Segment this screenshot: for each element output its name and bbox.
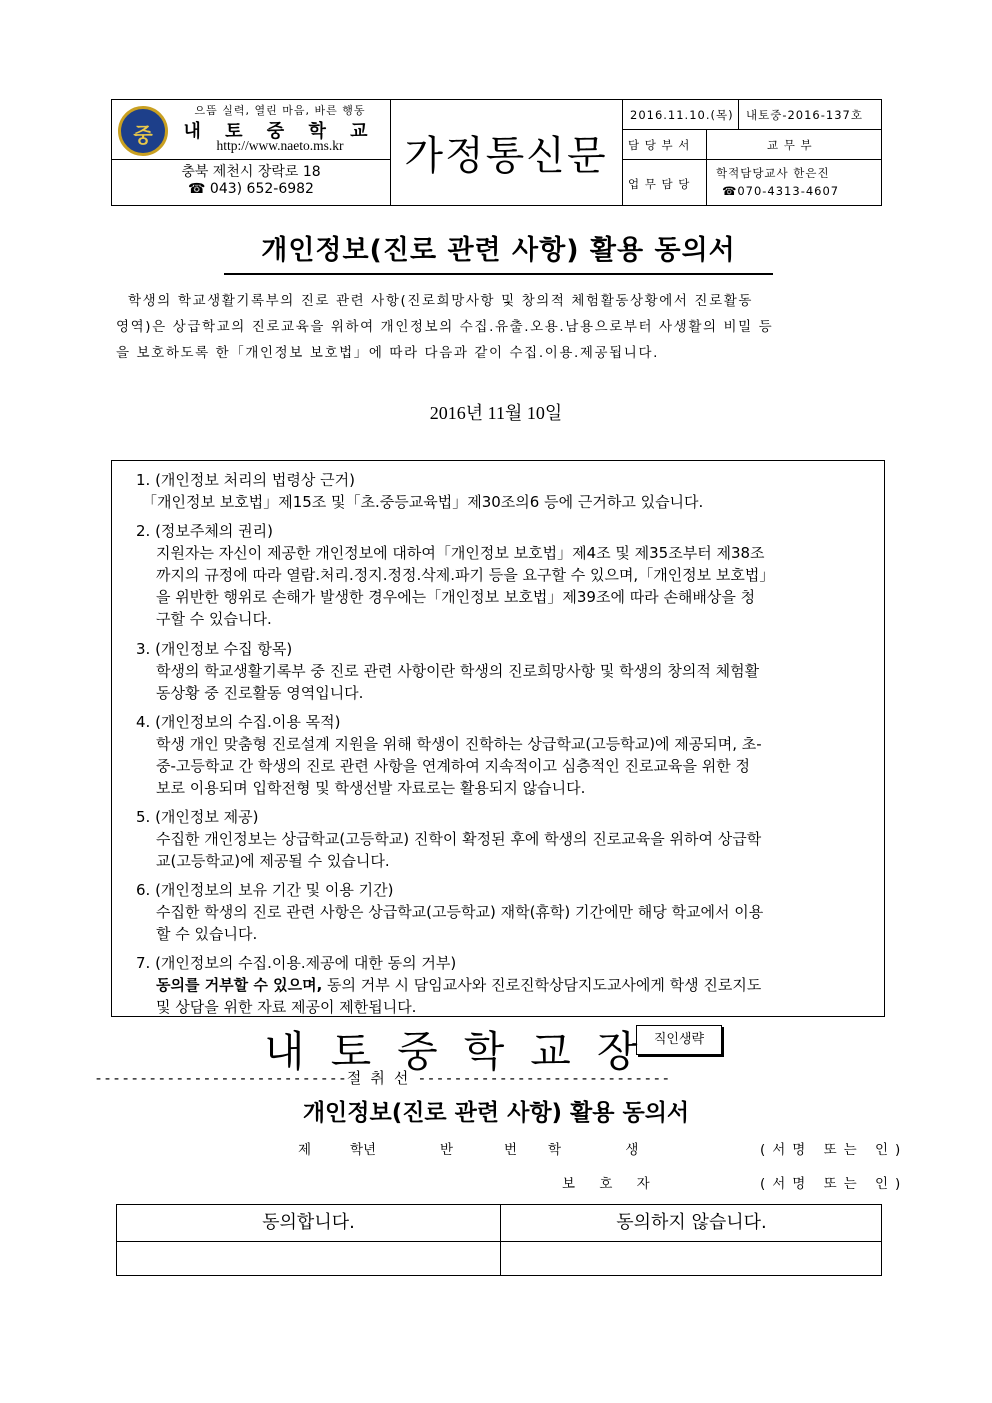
consent-table [116,1204,882,1276]
guardian-signature: (서명 또는 인) [760,1176,908,1192]
dept-value: 교 무 부 [767,138,813,152]
item-text: 수집한 개인정보는 상급학교(고등학교) 진학이 확정된 후에 학생의 진로교육을 위하여 상급학 [156,830,762,848]
item-text: 및 상담을 위한 자료 제공이 제한됩니다. [156,998,417,1016]
item-heading: 4. (개인정보의 수집.이용 목적) [136,713,341,731]
item-text: 교(고등학교)에 제공될 수 있습니다. [156,852,390,870]
divider [622,159,881,160]
school-logo-icon: 중 [118,106,168,156]
header-table [111,99,882,206]
item-7 [136,952,866,1018]
issue-date: 2016.11.10.(목) [630,108,734,122]
document-type: 가정통신문 [404,133,608,179]
disagree-header: 동의하지 않습니다. [616,1212,767,1233]
document-date: 2016년 11월 10일 [429,403,563,423]
student-label: 학 생 [548,1142,669,1158]
staff-phone: ☎070-4313-4607 [722,184,840,198]
seal-omitted-badge: 직인생략 [636,1025,722,1055]
item-heading: 2. (정보주체의 권리) [136,522,273,540]
divider [738,100,739,129]
item-heading: 6. (개인정보의 보유 기간 및 이용 기간) [136,881,394,899]
item-heading: 5. (개인정보 제공) [136,808,259,826]
form-title: 개인정보(진로 관련 사항) 활용 동의서 [302,1100,690,1126]
school-address: 충북 제천시 장락로 18 [181,164,321,180]
school-name: 내 토 중 학 교 [183,121,377,142]
dept-label: 담 당 부 서 [628,138,691,152]
item-text: 「개인정보 보호법」제15조 및「초.중등교육법」제30조의6 등에 근거하고 있습니다. [142,493,704,511]
item-text: 지원자는 자신이 제공한 개인정보에 대하여「개인정보 보호법」제4조 및 제35조부터 제38조 [156,544,765,562]
student-signature: (서명 또는 인) [760,1142,908,1158]
item-text: 수집한 학생의 진로 관련 사항은 상급학교(고등학교) 재학(휴학) 기간에만 해당 학교에서 이용 [156,903,764,921]
bold-lead: 동의를 거부할 수 있으며, [156,976,323,994]
item-heading: 3. (개인정보 수집 항목) [136,640,293,658]
intro-paragraph [116,288,882,366]
item-text: 학생의 학교생활기록부 중 진로 관련 사항이란 학생의 진로희망사항 및 학생의 창의적 체험활 [156,662,760,680]
class-unit: 반 [440,1142,454,1158]
item-text: 동의를 거부할 수 있으며, 동의 거부 시 담임교사와 진로진학상담지도교사에게 학생 진로지도 [156,976,762,994]
staff-name: 학적담당교사 한은진 [716,166,830,180]
item-text: 할 수 있습니다. [156,925,258,943]
item-5 [136,806,866,872]
disagree-cell[interactable] [500,1241,883,1277]
school-url: http://www.naeto.ms.kr [216,138,344,153]
principal-name: 내토중학교장 [264,1027,664,1076]
guardian-label: 보 호 자 [562,1176,660,1192]
item-heading: 7. (개인정보의 수집.이용.제공에 대한 동의 거부) [136,954,457,972]
divider [622,129,881,130]
item-4 [136,711,866,799]
item-text: 학생 개인 맞춤형 진로설계 지원을 위해 학생이 진학하는 상급학교(고등학교)에 제공되며, 초- [156,735,762,753]
item-1 [136,469,866,513]
intro-line: 학생의 학교생활기록부의 진로 관련 사항(진로희망사항 및 창의적 체험활동상황에서 진로활동 [128,293,753,309]
item-text: 동상황 중 진로활동 영역입니다. [156,684,364,702]
work-label: 업 무 담 당 [628,177,691,191]
intro-line: 을 보호하도록 한「개인정보 보호법」에 따라 다음과 같이 수집.이용.제공됩니다. [116,345,659,361]
number-unit: 번 [504,1142,518,1158]
item-text: 구할 수 있습니다. [156,610,272,628]
grade-prefix: 제 [298,1142,312,1158]
item-text: 중-고등학교 간 학생의 진로 관련 사항을 연계하여 지속적이고 심층적인 진로교육을 위한 정 [156,757,750,775]
cut-line: ----------------------------절 취 선 ---------------------------- [94,1069,671,1087]
agree-header: 동의합니다. [262,1212,355,1233]
item-2 [136,520,866,630]
divider [622,100,623,205]
divider [706,129,707,205]
item-text: 보로 이용되며 입학전형 및 학생선발 자료로는 활용되지 않습니다. [156,779,586,797]
school-phone: ☎ 043) 652-6982 [188,181,314,197]
item-3 [136,638,866,704]
grade-unit: 학년 [350,1142,377,1158]
school-motto: 으뜸 실력, 열린 마음, 바른 행동 [194,104,366,117]
consent-items-box [111,460,885,1017]
item-text: 을 위반한 행위로 손해가 발생한 경우에는「개인정보 보호법」제39조에 따라 손해배상을 청 [156,588,756,606]
divider [112,159,390,160]
item-text: 까지의 규정에 따라 열람.처리.정지.정정.삭제.파기 등을 요구할 수 있으며,「개인정보 보호법」 [156,566,775,584]
intro-line: 영역)은 상급학교의 진로교육을 위하여 개인정보의 수집.유출.오용.남용으로부터 사생활의 비밀 등 [116,319,774,335]
page-title: 개인정보(진로 관련 사항) 활용 동의서 [224,226,773,275]
agree-cell[interactable] [117,1241,500,1277]
item-heading: 1. (개인정보 처리의 법령상 근거) [136,471,355,489]
item-6 [136,879,866,945]
document-number: 내토중-2016-137호 [746,108,863,122]
